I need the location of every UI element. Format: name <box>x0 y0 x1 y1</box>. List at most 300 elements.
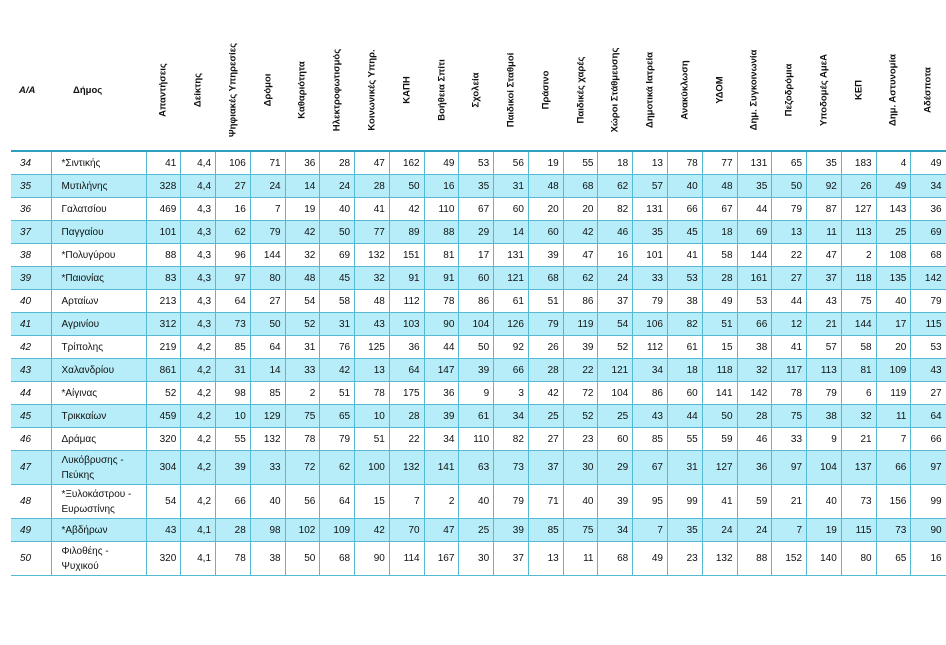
value-cell: 114 <box>389 542 424 576</box>
value-cell: 41 <box>702 485 737 519</box>
value-cell: 63 <box>459 451 494 485</box>
value-cell: 79 <box>320 428 355 451</box>
municipality-cell: Παγγαίου <box>51 221 146 244</box>
value-cell: 50 <box>459 336 494 359</box>
value-cell: 7 <box>772 519 807 542</box>
value-cell: 66 <box>911 428 946 451</box>
value-cell: 80 <box>841 542 876 576</box>
value-cell: 109 <box>320 519 355 542</box>
municipality-cell: Δράμας <box>51 428 146 451</box>
value-cell: 26 <box>528 336 563 359</box>
value-cell: 15 <box>355 485 390 519</box>
value-cell: 4,3 <box>181 198 216 221</box>
value-cell: 43 <box>807 290 842 313</box>
value-cell: 27 <box>216 175 251 198</box>
value-cell: 69 <box>737 221 772 244</box>
table-row <box>11 428 946 451</box>
value-cell: 86 <box>563 290 598 313</box>
header-indicator-label: ΥΔΟΜ <box>714 76 726 104</box>
value-cell: 75 <box>841 290 876 313</box>
value-cell: 92 <box>494 336 529 359</box>
value-cell: 28 <box>216 519 251 542</box>
value-cell: 49 <box>702 290 737 313</box>
table-row <box>11 359 946 382</box>
value-cell: 30 <box>459 542 494 576</box>
value-cell: 4,4 <box>181 151 216 175</box>
value-cell: 64 <box>320 485 355 519</box>
value-cell: 37 <box>494 542 529 576</box>
value-cell: 101 <box>146 221 181 244</box>
value-cell: 22 <box>563 359 598 382</box>
value-cell: 40 <box>250 485 285 519</box>
value-cell: 77 <box>355 221 390 244</box>
header-indicator-label: Πράσινο <box>540 70 552 110</box>
header-indicator <box>181 30 216 151</box>
value-cell: 39 <box>528 244 563 267</box>
value-cell: 4,2 <box>181 428 216 451</box>
value-cell: 40 <box>876 290 911 313</box>
header-indicator <box>216 30 251 151</box>
value-cell: 99 <box>911 485 946 519</box>
value-cell: 119 <box>876 382 911 405</box>
value-cell: 48 <box>528 175 563 198</box>
value-cell: 77 <box>702 151 737 175</box>
value-cell: 32 <box>841 405 876 428</box>
value-cell: 90 <box>424 313 459 336</box>
header-indicator <box>528 30 563 151</box>
value-cell: 31 <box>494 175 529 198</box>
value-cell: 38 <box>667 290 702 313</box>
header-indicator <box>598 30 633 151</box>
table-row <box>11 405 946 428</box>
header-indicator <box>702 30 737 151</box>
municipality-cell: *Σιντικής <box>51 151 146 175</box>
value-cell: 31 <box>216 359 251 382</box>
value-cell: 23 <box>667 542 702 576</box>
value-cell: 57 <box>633 175 668 198</box>
municipality-cell: Αγρινίου <box>51 313 146 336</box>
value-cell: 9 <box>807 428 842 451</box>
table-row <box>11 244 946 267</box>
value-cell: 52 <box>598 336 633 359</box>
value-cell: 7 <box>633 519 668 542</box>
value-cell: 132 <box>389 451 424 485</box>
value-cell: 58 <box>320 290 355 313</box>
value-cell: 52 <box>285 313 320 336</box>
value-cell: 4 <box>876 151 911 175</box>
value-cell: 25 <box>459 519 494 542</box>
header-row <box>11 30 946 151</box>
value-cell: 68 <box>563 175 598 198</box>
table-row <box>11 151 946 175</box>
value-cell: 16 <box>911 542 946 576</box>
value-cell: 4,3 <box>181 290 216 313</box>
municipality-cell <box>51 451 146 485</box>
value-cell: 459 <box>146 405 181 428</box>
value-cell: 28 <box>389 405 424 428</box>
header-indicator-label: Κοινωνικές Υπηρ. <box>366 49 378 131</box>
header-indicator-label: ΚΑΠΗ <box>401 76 413 104</box>
header-indicator-label: Βοήθεια Σπίτι <box>436 59 447 121</box>
value-cell: 86 <box>459 290 494 313</box>
rank-cell: 41 <box>11 313 51 336</box>
value-cell: 73 <box>876 519 911 542</box>
value-cell: 62 <box>216 221 251 244</box>
value-cell: 31 <box>667 451 702 485</box>
value-cell: 78 <box>772 382 807 405</box>
value-cell: 45 <box>667 221 702 244</box>
value-cell: 29 <box>598 451 633 485</box>
header-indicator-label: Δείκτης <box>192 72 204 108</box>
table-row <box>11 542 946 576</box>
header-indicator <box>633 30 668 151</box>
value-cell: 51 <box>355 428 390 451</box>
value-cell: 55 <box>667 428 702 451</box>
header-indicator-label: Σχολεία <box>470 72 482 108</box>
value-cell: 38 <box>807 405 842 428</box>
value-cell: 79 <box>528 313 563 336</box>
value-cell: 39 <box>563 336 598 359</box>
value-cell: 13 <box>772 221 807 244</box>
rank-cell: 36 <box>11 198 51 221</box>
value-cell: 33 <box>633 267 668 290</box>
value-cell: 78 <box>285 428 320 451</box>
value-cell: 81 <box>841 359 876 382</box>
value-cell: 85 <box>216 336 251 359</box>
value-cell: 312 <box>146 313 181 336</box>
value-cell: 71 <box>250 151 285 175</box>
value-cell: 85 <box>528 519 563 542</box>
value-cell: 49 <box>633 542 668 576</box>
header-indicator <box>459 30 494 151</box>
value-cell: 110 <box>424 198 459 221</box>
value-cell: 16 <box>216 198 251 221</box>
value-cell: 4,3 <box>181 221 216 244</box>
value-cell: 131 <box>494 244 529 267</box>
value-cell: 3 <box>494 382 529 405</box>
value-cell: 24 <box>250 175 285 198</box>
value-cell: 131 <box>633 198 668 221</box>
header-indicator <box>389 30 424 151</box>
value-cell: 25 <box>598 405 633 428</box>
rank-cell: 49 <box>11 519 51 542</box>
municipality-cell: Τρικκαίων <box>51 405 146 428</box>
value-cell: 25 <box>528 405 563 428</box>
rank-cell: 48 <box>11 485 51 519</box>
value-cell: 156 <box>876 485 911 519</box>
value-cell: 43 <box>911 359 946 382</box>
value-cell: 83 <box>146 267 181 290</box>
municipality-cell: Μυτιλήνης <box>51 175 146 198</box>
header-indicator <box>250 30 285 151</box>
value-cell: 49 <box>911 151 946 175</box>
header-indicator <box>146 30 181 151</box>
value-cell: 67 <box>459 198 494 221</box>
value-cell: 18 <box>598 151 633 175</box>
value-cell: 43 <box>355 313 390 336</box>
rank-cell: 34 <box>11 151 51 175</box>
municipality-cell: Χαλανδρίου <box>51 359 146 382</box>
value-cell: 25 <box>876 221 911 244</box>
value-cell: 64 <box>389 359 424 382</box>
value-cell: 37 <box>807 267 842 290</box>
value-cell: 73 <box>216 313 251 336</box>
table-row <box>11 221 946 244</box>
municipality-name-line: Ευρωστίνης <box>61 503 115 515</box>
value-cell: 39 <box>494 519 529 542</box>
value-cell: 89 <box>389 221 424 244</box>
value-cell: 38 <box>737 336 772 359</box>
value-cell: 79 <box>633 290 668 313</box>
value-cell: 14 <box>285 175 320 198</box>
municipality-cell <box>51 542 146 576</box>
value-cell: 132 <box>250 428 285 451</box>
value-cell: 35 <box>459 175 494 198</box>
value-cell: 59 <box>737 485 772 519</box>
value-cell: 20 <box>876 336 911 359</box>
value-cell: 142 <box>911 267 946 290</box>
value-cell: 34 <box>633 359 668 382</box>
value-cell: 112 <box>389 290 424 313</box>
value-cell: 2 <box>285 382 320 405</box>
value-cell: 58 <box>702 244 737 267</box>
value-cell: 96 <box>216 244 251 267</box>
value-cell: 51 <box>702 313 737 336</box>
value-cell: 66 <box>876 451 911 485</box>
value-cell: 320 <box>146 542 181 576</box>
municipality-cell <box>51 485 146 519</box>
value-cell: 118 <box>702 359 737 382</box>
table-row <box>11 198 946 221</box>
value-cell: 79 <box>911 290 946 313</box>
value-cell: 108 <box>876 244 911 267</box>
value-cell: 104 <box>807 451 842 485</box>
value-cell: 56 <box>285 485 320 519</box>
header-indicator <box>424 30 459 151</box>
value-cell: 167 <box>424 542 459 576</box>
value-cell: 19 <box>285 198 320 221</box>
value-cell: 4,2 <box>181 336 216 359</box>
header-indicator <box>911 30 946 151</box>
value-cell: 53 <box>667 267 702 290</box>
value-cell: 56 <box>494 151 529 175</box>
value-cell: 50 <box>772 175 807 198</box>
value-cell: 61 <box>494 290 529 313</box>
value-cell: 42 <box>389 198 424 221</box>
value-cell: 119 <box>563 313 598 336</box>
value-cell: 50 <box>389 175 424 198</box>
value-cell: 18 <box>667 359 702 382</box>
value-cell: 141 <box>424 451 459 485</box>
value-cell: 58 <box>841 336 876 359</box>
value-cell: 90 <box>355 542 390 576</box>
value-cell: 53 <box>911 336 946 359</box>
header-indicator-label: Δημοτικά Ιατρεία <box>644 52 656 128</box>
value-cell: 43 <box>633 405 668 428</box>
value-cell: 57 <box>807 336 842 359</box>
rank-cell: 43 <box>11 359 51 382</box>
value-cell: 30 <box>563 451 598 485</box>
municipality-cell: *Αβδήρων <box>51 519 146 542</box>
value-cell: 162 <box>389 151 424 175</box>
value-cell: 52 <box>146 382 181 405</box>
header-indicator <box>841 30 876 151</box>
header-indicator-label: Ηλεκτροφωτισμός <box>331 48 343 132</box>
table-row <box>11 451 946 485</box>
header-aa: Α/Α <box>19 84 36 96</box>
value-cell: 4,1 <box>181 542 216 576</box>
rank-cell: 50 <box>11 542 51 576</box>
value-cell: 42 <box>285 221 320 244</box>
table-row <box>11 336 946 359</box>
header-indicator-label: Πεζοδρόμια <box>783 63 795 117</box>
value-cell: 44 <box>737 198 772 221</box>
header-indicator-label: Παιδικές χαρές <box>575 56 587 124</box>
value-cell: 35 <box>667 519 702 542</box>
value-cell: 4,3 <box>181 244 216 267</box>
value-cell: 64 <box>250 336 285 359</box>
value-cell: 28 <box>528 359 563 382</box>
value-cell: 61 <box>667 336 702 359</box>
value-cell: 102 <box>285 519 320 542</box>
value-cell: 73 <box>494 451 529 485</box>
value-cell: 142 <box>737 382 772 405</box>
value-cell: 33 <box>285 359 320 382</box>
value-cell: 39 <box>459 359 494 382</box>
value-cell: 18 <box>702 221 737 244</box>
value-cell: 40 <box>807 485 842 519</box>
value-cell: 76 <box>320 336 355 359</box>
value-cell: 69 <box>320 244 355 267</box>
header-indicator-label: Αδέσποτα <box>922 67 934 113</box>
value-cell: 42 <box>528 382 563 405</box>
value-cell: 109 <box>876 359 911 382</box>
value-cell: 64 <box>911 405 946 428</box>
value-cell: 40 <box>667 175 702 198</box>
value-cell: 60 <box>598 428 633 451</box>
value-cell: 29 <box>459 221 494 244</box>
value-cell: 49 <box>876 175 911 198</box>
value-cell: 80 <box>250 267 285 290</box>
rank-cell: 35 <box>11 175 51 198</box>
value-cell: 50 <box>250 313 285 336</box>
header-indicator-label: Δημ. Αστυνομία <box>887 54 899 126</box>
value-cell: 67 <box>633 451 668 485</box>
value-cell: 36 <box>285 151 320 175</box>
value-cell: 4,2 <box>181 359 216 382</box>
header-indicator <box>285 30 320 151</box>
value-cell: 132 <box>355 244 390 267</box>
value-cell: 88 <box>737 542 772 576</box>
value-cell: 129 <box>250 405 285 428</box>
value-cell: 101 <box>633 244 668 267</box>
value-cell: 183 <box>841 151 876 175</box>
header-indicator-label: Δημ. Συγκοινωνία <box>748 49 760 131</box>
municipality-cell: *Αίγινας <box>51 382 146 405</box>
value-cell: 41 <box>146 151 181 175</box>
value-cell: 41 <box>667 244 702 267</box>
rank-cell: 47 <box>11 451 51 485</box>
value-cell: 28 <box>737 405 772 428</box>
value-cell: 44 <box>424 336 459 359</box>
value-cell: 78 <box>667 151 702 175</box>
value-cell: 73 <box>841 485 876 519</box>
value-cell: 469 <box>146 198 181 221</box>
value-cell: 88 <box>424 221 459 244</box>
value-cell: 51 <box>528 290 563 313</box>
value-cell: 320 <box>146 428 181 451</box>
value-cell: 39 <box>424 405 459 428</box>
value-cell: 49 <box>424 151 459 175</box>
value-cell: 48 <box>355 290 390 313</box>
header-indicator <box>772 30 807 151</box>
value-cell: 21 <box>772 485 807 519</box>
value-cell: 28 <box>355 175 390 198</box>
value-cell: 79 <box>772 198 807 221</box>
value-cell: 35 <box>633 221 668 244</box>
value-cell: 62 <box>320 451 355 485</box>
value-cell: 37 <box>528 451 563 485</box>
value-cell: 28 <box>320 151 355 175</box>
value-cell: 86 <box>633 382 668 405</box>
value-cell: 59 <box>702 428 737 451</box>
value-cell: 60 <box>667 382 702 405</box>
value-cell: 82 <box>667 313 702 336</box>
value-cell: 65 <box>320 405 355 428</box>
value-cell: 103 <box>389 313 424 336</box>
value-cell: 24 <box>598 267 633 290</box>
value-cell: 21 <box>841 428 876 451</box>
header-indicator <box>737 30 772 151</box>
value-cell: 82 <box>598 198 633 221</box>
value-cell: 87 <box>807 198 842 221</box>
value-cell: 60 <box>494 198 529 221</box>
value-cell: 81 <box>424 244 459 267</box>
value-cell: 79 <box>494 485 529 519</box>
header-indicator-label: Απαντήσεις <box>157 63 169 117</box>
table-body <box>11 151 946 576</box>
value-cell: 19 <box>807 519 842 542</box>
value-cell: 68 <box>528 267 563 290</box>
header-indicator-label: Χώροι Στάθμευσης <box>609 47 621 133</box>
header-indicator <box>807 30 842 151</box>
value-cell: 99 <box>667 485 702 519</box>
value-cell: 43 <box>146 519 181 542</box>
value-cell: 132 <box>702 542 737 576</box>
rank-cell: 46 <box>11 428 51 451</box>
value-cell: 61 <box>459 405 494 428</box>
header-indicator <box>320 30 355 151</box>
value-cell: 78 <box>355 382 390 405</box>
value-cell: 40 <box>320 198 355 221</box>
value-cell: 110 <box>459 428 494 451</box>
value-cell: 75 <box>563 519 598 542</box>
value-cell: 55 <box>563 151 598 175</box>
value-cell: 48 <box>285 267 320 290</box>
municipality-name-line: *Ξυλοκάστρου - <box>61 488 132 500</box>
value-cell: 117 <box>772 359 807 382</box>
value-cell: 32 <box>737 359 772 382</box>
value-cell: 79 <box>807 382 842 405</box>
municipality-cell: *Πολυγύρου <box>51 244 146 267</box>
value-cell: 46 <box>737 428 772 451</box>
value-cell: 11 <box>876 405 911 428</box>
value-cell: 112 <box>633 336 668 359</box>
value-cell: 91 <box>389 267 424 290</box>
value-cell: 328 <box>146 175 181 198</box>
value-cell: 22 <box>389 428 424 451</box>
header-indicator-label: Καθαριότητα <box>296 61 308 119</box>
